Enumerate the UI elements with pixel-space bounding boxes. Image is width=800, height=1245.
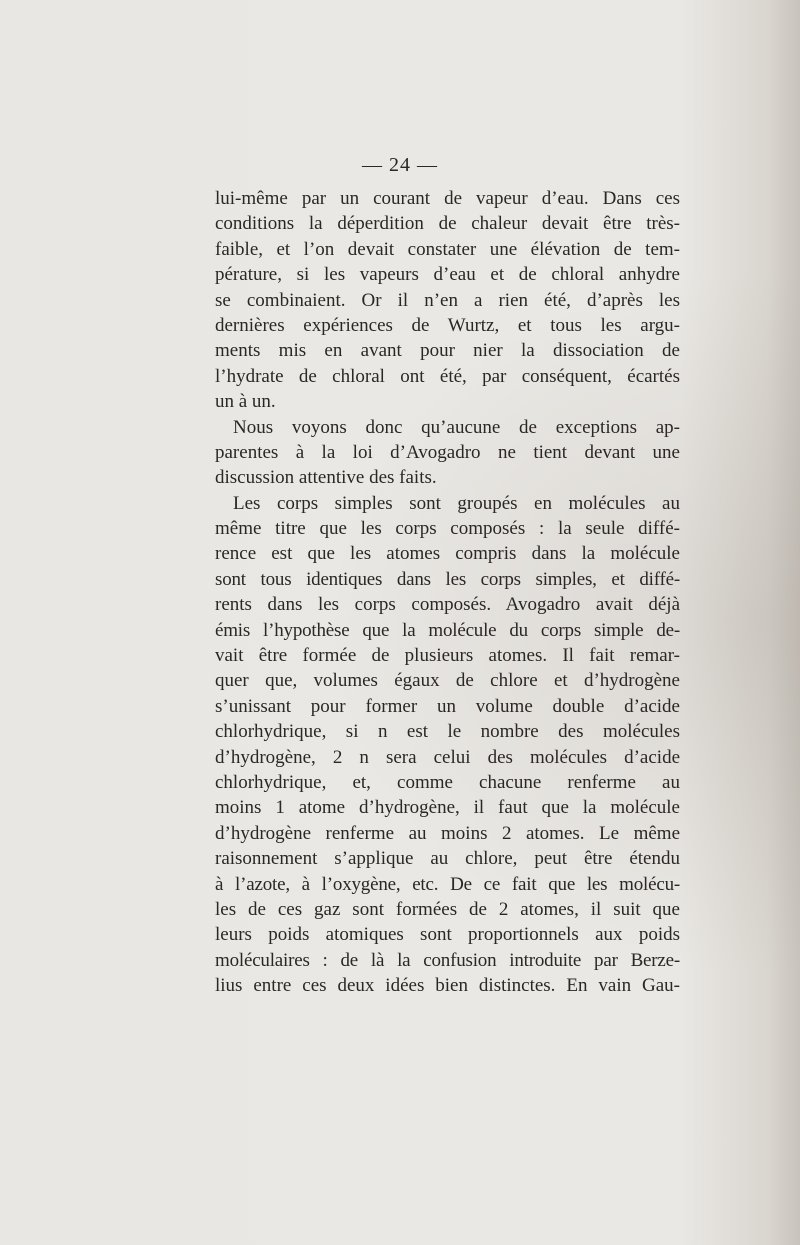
text-line: pérature, si les vapeurs d’eau et de chloral anhydre <box>215 264 680 286</box>
text-line: sont tous identiques dans les corps simples, et diffé- <box>215 568 680 590</box>
text-line: chlorhydrique, et, comme chacune renferme au <box>215 771 680 793</box>
text-line: émis l’hypothèse que la molécule du corps simple de- <box>215 619 680 641</box>
page-number: — 24 — <box>362 154 438 176</box>
text-line: discussion attentive des faits. <box>215 467 437 489</box>
text-line: s’unissant pour former un volume double d’acide <box>215 695 680 717</box>
text-line: dernières expériences de Wurtz, et tous les argu- <box>215 314 680 336</box>
paragraph-start-line: Les corps simples sont groupés en molécules au <box>233 492 680 514</box>
body-text <box>215 186 680 999</box>
text-line: moléculaires : de là la confusion introduite par Berze- <box>215 949 680 971</box>
text-line: moins 1 atome d’hydrogène, il faut que la molécule <box>215 797 680 819</box>
text-line: leurs poids atomiques sont proportionnels aux poids <box>215 924 680 946</box>
text-line: raisonnement s’applique au chlore, peut être étendu <box>215 848 680 870</box>
paragraph-start-line: Nous voyons donc qu’aucune de exceptions ap- <box>233 416 680 438</box>
text-line: chlorhydrique, si n est le nombre des molécules <box>215 721 680 743</box>
text-line: les de ces gaz sont formées de 2 atomes, il suit que <box>215 898 680 920</box>
text-line: vait être formée de plusieurs atomes. Il fait remar- <box>215 645 680 667</box>
text-line: lius entre ces deux idées bien distinctes. En vain Gau- <box>215 975 680 997</box>
text-line: un à un. <box>215 391 276 413</box>
text-line: parentes à la loi d’Avogadro ne tient devant une <box>215 441 680 463</box>
text-line: d’hydrogène, 2 n sera celui des molécules d’acide <box>215 746 680 768</box>
text-line: conditions la déperdition de chaleur devait être très- <box>215 213 680 235</box>
text-line: lui-même par un courant de vapeur d’eau. Dans ces <box>215 188 680 209</box>
text-line: faible, et l’on devait constater une élévation de tem- <box>215 238 680 260</box>
text-line: ments mis en avant pour nier la dissociation de <box>215 340 680 362</box>
text-line: même titre que les corps composés : la seule diffé- <box>215 518 680 540</box>
text-line: rence est que les atomes compris dans la molécule <box>215 543 680 565</box>
text-line: d’hydrogène renferme au moins 2 atomes. Le même <box>215 822 680 844</box>
text-line: à l’azote, à l’oxygène, etc. De ce fait que les molécu- <box>215 873 680 895</box>
text-line: l’hydrate de chloral ont été, par conséquent, écartés <box>215 365 680 387</box>
text-line: rents dans les corps composés. Avogadro avait déjà <box>215 594 680 616</box>
text-line: se combinaient. Or il n’en a rien été, d’après les <box>215 289 680 311</box>
text-line: quer que, volumes égaux de chlore et d’hydrogène <box>215 670 680 692</box>
